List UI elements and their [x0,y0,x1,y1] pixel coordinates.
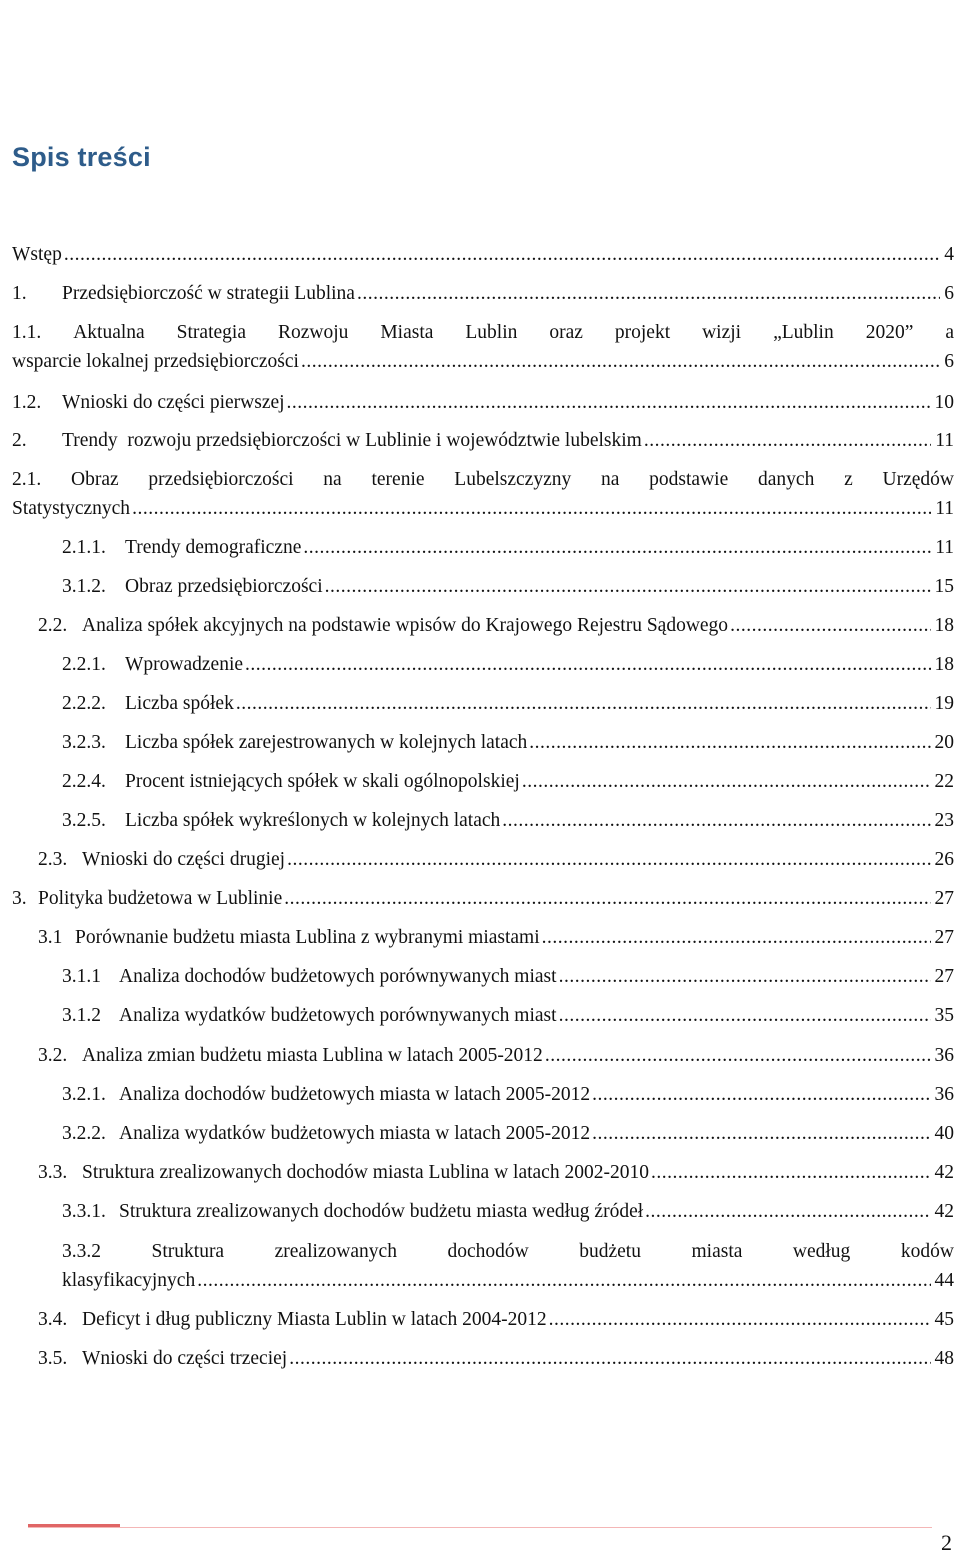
toc-entry-number: 3.1.2. [62,576,106,597]
toc-entry[interactable] [38,1344,954,1373]
toc-entry-label: Analiza wydatków budżetowych porównywanych miast [119,1005,557,1026]
toc-entry-number: 2. [12,430,27,451]
toc-entry-label-word: Rozwoju [277,322,349,343]
dot-leader [301,347,940,376]
toc-entry-page: 18 [934,615,954,636]
toc-entry[interactable] [62,728,954,757]
dot-leader [357,279,940,308]
toc-entry-page: 36 [934,1045,954,1066]
dot-leader [289,1344,930,1373]
dot-leader [542,923,931,952]
toc-entry-label-word: Obraz [71,469,119,490]
toc-entry-page: 27 [934,966,954,987]
toc-entry[interactable] [38,611,954,640]
toc-entry-label: Trendy rozwoju przedsiębiorczości w Lublinie i województwie lubelskim [62,430,642,451]
toc-entry-page: 11 [935,537,954,558]
toc-entry-number: 2.1.1. [62,537,106,558]
dot-leader [559,1001,931,1030]
toc-entry-label: Statystycznych [12,498,131,519]
toc-entry-label: Analiza wydatków budżetowych miasta w latach 2005-2012 [119,1123,591,1144]
toc-entry-label: Procent istniejących spółek w skali ogólnopolskiej [125,771,520,792]
toc-entry-page: 40 [934,1123,954,1144]
toc-entry-label: Polityka budżetowa w Lublinie [38,888,283,909]
toc-entry[interactable] [62,650,954,679]
toc-entry[interactable] [38,923,954,952]
toc-entry-label-word: kodów [900,1241,954,1262]
toc-entry-page: 10 [934,392,954,413]
toc-entry-page: 26 [934,849,954,870]
toc-entry[interactable] [12,426,954,455]
toc-entry[interactable] [12,884,954,913]
toc-entry-page: 15 [934,576,954,597]
toc-entry-label: Wnioski do części pierwszej [62,392,285,413]
dot-leader [559,962,931,991]
toc-entry[interactable] [38,845,954,874]
toc-entry-number: 2.2.4. [62,771,106,792]
dot-leader [545,1041,931,1070]
toc-entry-label: Porównanie budżetu miasta Lublina z wybranymi miastami [75,927,540,948]
dot-leader [64,240,940,269]
toc-entry-number: 3.4. [38,1309,68,1330]
toc-entry-number: 2.3. [38,849,68,870]
toc-entry-number: 2.2. [38,615,68,636]
toc-entry-page: 18 [934,654,954,675]
toc-entry-number: 3. [12,888,27,909]
toc-entry-label-word: dochodów [447,1241,529,1262]
toc-entry[interactable] [62,962,954,991]
toc-entry-label: Analiza spółek akcyjnych na podstawie wpisów do Krajowego Rejestru Sądowego [82,615,729,636]
toc-entry-label-word: według [792,1241,851,1262]
dot-leader [287,388,931,417]
toc-entry-label-word: Miasta [380,322,434,343]
toc-entry[interactable] [62,806,954,835]
toc-entry-label: Wnioski do części drugiej [82,849,286,870]
toc-entry-number: 3.1.2 [62,1005,101,1026]
dot-leader [284,884,930,913]
toc-entry-label: Struktura zrealizowanych dochodów miasta Lublina w latach 2002-2010 [82,1162,649,1183]
toc-entry-label-word: Lubelszczyzny [454,469,572,490]
toc-entry-label-word: budżetu [579,1241,641,1262]
toc-entry-page: 23 [934,810,954,831]
toc-entry-page: 35 [934,1005,954,1026]
toc-entry-label-word: 2020” [865,322,914,343]
toc-entry-number: 3.1 [38,927,63,948]
toc-entry-page: 6 [944,283,954,304]
toc-entry-label: Przedsiębiorczość w strategii Lublina [62,283,355,304]
toc-entry-label-word: Urzędów [882,469,954,490]
toc-entry-label-word: Aktualna [73,322,145,343]
toc-entry-number: 3.2.5. [62,810,106,831]
toc-entry-label-word: Struktura [151,1241,225,1262]
toc-entry[interactable] [12,465,954,523]
toc-entry-label: Liczba spółek wykreślonych w kolejnych latach [125,810,501,831]
toc-entry[interactable] [62,767,954,796]
toc-entry-label: Obraz przedsiębiorczości [125,576,323,597]
toc-entry-label-word: przedsiębiorczości [148,469,294,490]
toc-entry-label: Analiza dochodów budżetowych porównywanych miast [119,966,557,987]
toc-entry-label: Liczba spółek zarejestrowanych w kolejnych latach [125,732,528,753]
toc-entry-page: 27 [934,888,954,909]
toc-entry-number: 1.2. [12,392,42,413]
toc-entry-number: 2.2.1. [62,654,106,675]
toc-entry-label-word: oraz [549,322,583,343]
toc-entry[interactable] [62,1119,954,1148]
toc-entry-number: 2.1. [12,469,42,490]
toc-entry-page: 42 [934,1201,954,1222]
toc-entry-page: 27 [934,927,954,948]
toc-entry-page: 44 [934,1270,954,1291]
toc-entry-label: Struktura zrealizowanych dochodów budżetu miasta według źródeł [119,1201,644,1222]
toc-entry-page: 42 [934,1162,954,1183]
toc-entry-number: 3.3.2 [62,1241,101,1262]
toc-entry-label-word: danych [758,469,815,490]
toc-title: Spis treści [12,142,151,172]
toc-entry-label: Analiza dochodów budżetowych miasta w latach 2005-2012 [119,1084,591,1105]
toc-entry-label-word: terenie [371,469,425,490]
dot-leader [325,572,931,601]
dot-leader [245,650,930,679]
dot-leader [592,1080,930,1109]
toc-entry[interactable] [38,1041,954,1070]
toc-entry[interactable] [62,1080,954,1109]
dot-leader [592,1119,930,1148]
dot-leader [287,845,930,874]
toc-entry-label-word: Strategia [176,322,246,343]
toc-entry-number: 3.2.2. [62,1123,106,1144]
footer-rule [28,1527,932,1528]
toc-entry-label: Liczba spółek [125,693,234,714]
toc-entry-page: 22 [934,771,954,792]
toc-entry-number: 3.3.1. [62,1201,106,1222]
toc-entry-number: 3.2.3. [62,732,106,753]
toc-entry-label-word: z [844,469,853,490]
toc-entry-label-word: Lublin [465,322,518,343]
toc-entry-number: 3.2. [38,1045,68,1066]
toc-entry-label-word: „Lublin [773,322,834,343]
dot-leader [549,1305,931,1334]
toc-entry-page: 36 [934,1084,954,1105]
toc-entry-page: 19 [934,693,954,714]
toc-entry-page: 11 [935,498,954,519]
toc-entry-label: Wstęp [12,244,62,265]
toc-entry[interactable] [12,279,954,308]
toc-entry-number: 1. [12,283,27,304]
toc-entry[interactable] [62,1237,954,1295]
toc-entry-page: 6 [944,351,954,372]
toc-entry[interactable] [62,1001,954,1030]
toc-entry[interactable] [12,240,954,269]
toc-entry-page: 20 [934,732,954,753]
toc-entry-label-word: na [601,469,620,490]
toc-entry-number: 2.2.2. [62,693,106,714]
toc-entry-number: 3.2.1. [62,1084,106,1105]
toc-entry-label: klasyfikacyjnych [62,1270,196,1291]
page-number: 2 [941,1530,952,1555]
toc-entry-label-word: na [323,469,342,490]
toc-entry-page: 4 [944,244,954,265]
toc-entry-label: wsparcie lokalnej przedsiębiorczości [12,351,299,372]
toc-entry-label: Wprowadzenie [125,654,244,675]
toc-entry-page: 11 [935,430,954,451]
dot-leader [132,494,931,523]
toc-entry-label-word: zrealizowanych [274,1241,397,1262]
dot-leader [730,611,930,640]
dot-leader [651,1158,931,1187]
dot-leader [303,533,931,562]
toc-entry[interactable] [38,1305,954,1334]
toc-entry-label: Trendy demograficzne [125,537,302,558]
dot-leader [529,728,930,757]
dot-leader [236,689,931,718]
toc-entry-number: 1.1. [12,322,42,343]
toc-entry-label-word: a [945,322,954,343]
toc-entry-page: 45 [934,1309,954,1330]
toc-entry[interactable] [12,388,954,417]
toc-entry-page: 48 [934,1348,954,1369]
toc-entry-number: 3.1.1 [62,966,101,987]
toc-entry[interactable] [12,318,954,376]
dot-leader [522,767,931,796]
dot-leader [645,1197,930,1226]
dot-leader [502,806,930,835]
toc-entry-label: Deficyt i dług publiczny Miasta Lublin w latach 2004-2012 [82,1309,547,1330]
toc-entry-label-word: wizji [702,322,742,343]
dot-leader [197,1266,930,1295]
toc-entry[interactable] [62,689,954,718]
toc-entry-label-word: miasta [691,1241,743,1262]
toc-entry-number: 3.3. [38,1162,68,1183]
toc-entry-label-word: podstawie [649,469,729,490]
toc-entry-label: Wnioski do części trzeciej [82,1348,288,1369]
toc-entry-label: Analiza zmian budżetu miasta Lublina w latach 2005-2012 [82,1045,543,1066]
toc-entry-number: 3.5. [38,1348,68,1369]
toc-entry[interactable] [62,572,954,601]
dot-leader [644,426,931,455]
toc-entry[interactable] [62,1197,954,1226]
toc-entry[interactable] [62,533,954,562]
toc-entry-label-word: projekt [614,322,671,343]
toc-entry[interactable] [38,1158,954,1187]
